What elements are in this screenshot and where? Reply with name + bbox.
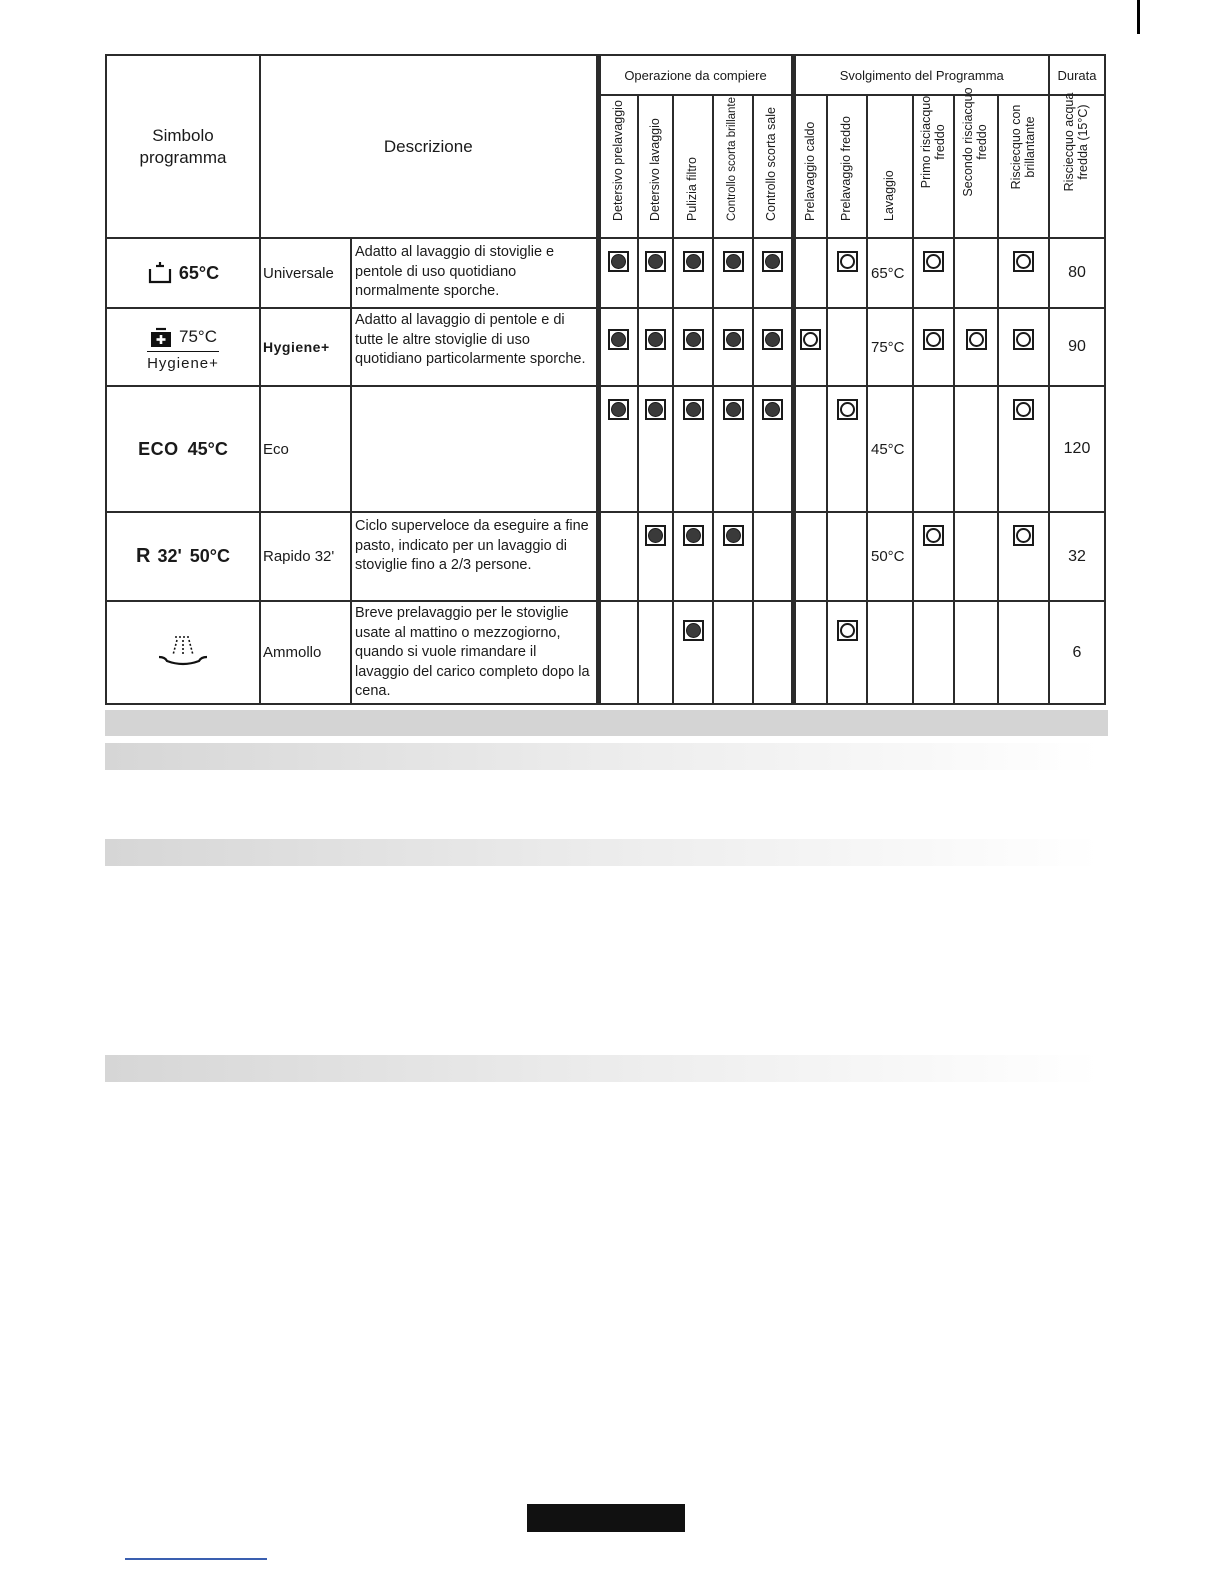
mark-cell [753, 601, 793, 704]
duration: 120 [1049, 386, 1105, 512]
filled-mark-icon [723, 251, 744, 272]
open-mark-icon [837, 620, 858, 641]
program-name: Universale [260, 238, 351, 308]
program-description: Adatto al lavaggio di pentole e di tutte le altre stoviglie di uso quotidiano particolarmente sporche. [351, 308, 598, 386]
mark-cell [913, 238, 954, 308]
header-simbolo: Simbolo programma [106, 55, 260, 238]
mark-cell [638, 601, 673, 704]
mark-cell [793, 601, 827, 704]
section-band [105, 710, 1108, 736]
open-mark-icon [837, 399, 858, 420]
mark-cell [793, 512, 827, 601]
mark-cell [954, 308, 998, 386]
col-prelavaggio-caldo: Prelavaggio caldo [793, 95, 827, 238]
mark-cell [913, 601, 954, 704]
pot-icon [147, 260, 173, 286]
mark-cell [713, 308, 753, 386]
filled-mark-icon [762, 399, 783, 420]
eco-label: ECO [138, 438, 179, 459]
mark-cell [954, 238, 998, 308]
mark-cell [998, 601, 1049, 704]
program-description: Breve prelavaggio per le stoviglie usate al mattino o mezzogiorno, quando si vuole rimandare il lavaggio del carico completo dopo la cena. [351, 601, 598, 704]
filled-mark-icon [762, 329, 783, 350]
col-controllo-brillante: Controllo scorta brillante [713, 95, 753, 238]
filled-mark-icon [683, 620, 704, 641]
col-durata: Risciecquo acqua fredda (15°C) [1049, 95, 1105, 238]
filled-mark-icon [683, 525, 704, 546]
mark-cell [753, 386, 793, 512]
hygiene-pot-icon [149, 326, 173, 348]
mark-cell [598, 308, 638, 386]
mark-cell [638, 386, 673, 512]
symbol-minutes: 32' [157, 546, 182, 566]
mark-cell [673, 308, 713, 386]
header-svolgimento: Svolgimento del Programma [793, 55, 1049, 95]
program-name: Rapido 32' [260, 512, 351, 601]
symbol-temp: 65°C [178, 262, 220, 283]
mark-cell [713, 238, 753, 308]
section-band [105, 1055, 1100, 1082]
symbol-sub: Hygiene+ [147, 355, 219, 372]
rapid-r-icon: R [135, 545, 151, 567]
mark-cell [793, 238, 827, 308]
symbol-temp: 75°C [179, 327, 217, 346]
duration: 80 [1049, 238, 1105, 308]
open-mark-icon [837, 251, 858, 272]
mark-cell [913, 308, 954, 386]
mark-cell [954, 601, 998, 704]
filled-mark-icon [608, 329, 629, 350]
open-mark-icon [923, 525, 944, 546]
mark-cell [998, 238, 1049, 308]
page-number-bar [527, 1504, 685, 1532]
mark-cell [753, 512, 793, 601]
table-row [106, 512, 1105, 601]
program-name: Hygiene+ [260, 308, 351, 386]
filled-mark-icon [683, 251, 704, 272]
mark-cell [673, 386, 713, 512]
table-row [106, 601, 1105, 704]
mark-cell [753, 238, 793, 308]
table-row [106, 386, 1105, 512]
mark-cell [913, 386, 954, 512]
section-band [105, 839, 1100, 866]
open-mark-icon [1013, 399, 1034, 420]
filled-mark-icon [762, 251, 783, 272]
section-band [105, 743, 1100, 770]
col-lavaggio: Lavaggio [867, 95, 913, 238]
lavaggio-temp: 75°C [867, 308, 913, 386]
filled-mark-icon [723, 329, 744, 350]
soak-icon [155, 633, 211, 667]
open-mark-icon [1013, 525, 1034, 546]
program-symbol [106, 512, 260, 601]
header-operazione: Operazione da compiere [598, 55, 793, 95]
mark-cell [998, 386, 1049, 512]
duration: 90 [1049, 308, 1105, 386]
mark-cell [638, 308, 673, 386]
open-mark-icon [966, 329, 987, 350]
filled-mark-icon [683, 329, 704, 350]
open-mark-icon [923, 329, 944, 350]
col-secondo-risciacquo: Secondo risciacquo freddo [954, 95, 998, 238]
filled-mark-icon [683, 399, 704, 420]
duration: 6 [1049, 601, 1105, 704]
program-name: Eco [260, 386, 351, 512]
mark-cell [638, 512, 673, 601]
col-prelavaggio-freddo: Prelavaggio freddo [827, 95, 867, 238]
symbol-temp: 50°C [189, 546, 230, 566]
symbol-temp: 45°C [187, 438, 228, 459]
col-detersivo-prelavaggio: Detersivo prelavaggio [598, 95, 638, 238]
filled-mark-icon [608, 251, 629, 272]
header-descrizione: Descrizione [260, 55, 598, 238]
open-mark-icon [1013, 251, 1034, 272]
lavaggio-temp: 50°C [867, 512, 913, 601]
col-controllo-sale: Controllo scorta sale [753, 95, 793, 238]
filled-mark-icon [645, 329, 666, 350]
mark-cell [998, 512, 1049, 601]
mark-cell [673, 601, 713, 704]
mark-cell [598, 512, 638, 601]
filled-mark-icon [608, 399, 629, 420]
mark-cell [673, 512, 713, 601]
footer-rule [125, 1558, 267, 1560]
filled-mark-icon [645, 399, 666, 420]
program-symbol [106, 601, 260, 704]
program-symbol [106, 386, 260, 512]
mark-cell [913, 512, 954, 601]
col-detersivo-lavaggio: Detersivo lavaggio [638, 95, 673, 238]
program-symbol [106, 308, 260, 386]
mark-cell [598, 238, 638, 308]
mark-cell [827, 308, 867, 386]
mark-cell [793, 308, 827, 386]
table-row [106, 308, 1105, 386]
lavaggio-temp: 45°C [867, 386, 913, 512]
header-durata: Durata [1049, 55, 1105, 95]
mark-cell [598, 386, 638, 512]
program-symbol [106, 238, 260, 308]
program-table [105, 54, 1106, 705]
filled-mark-icon [645, 525, 666, 546]
col-primo-risciacquo: Primo risciacquo freddo [913, 95, 954, 238]
mark-cell [673, 238, 713, 308]
lavaggio-temp: 65°C [867, 238, 913, 308]
program-description: Ciclo superveloce da eseguire a fine pasto, indicato per un lavaggio di stoviglie fino a 2/3 persone. [351, 512, 598, 601]
mark-cell [954, 386, 998, 512]
corner-crop-mark [1137, 0, 1140, 34]
mark-cell [998, 308, 1049, 386]
open-mark-icon [800, 329, 821, 350]
program-description: Adatto al lavaggio di stoviglie e pentole di uso quotidiano normalmente sporche. [351, 238, 598, 308]
mark-cell [753, 308, 793, 386]
col-pulizia-filtro: Pulizia filtro [673, 95, 713, 238]
mark-cell [713, 386, 753, 512]
mark-cell [598, 601, 638, 704]
mark-cell [793, 386, 827, 512]
mark-cell [713, 601, 753, 704]
filled-mark-icon [645, 251, 666, 272]
mark-cell [827, 238, 867, 308]
mark-cell [827, 601, 867, 704]
lavaggio-temp [867, 601, 913, 704]
table-row [106, 238, 1105, 308]
open-mark-icon [1013, 329, 1034, 350]
mark-cell [827, 512, 867, 601]
program-description [351, 386, 598, 512]
filled-mark-icon [723, 399, 744, 420]
mark-cell [954, 512, 998, 601]
duration: 32 [1049, 512, 1105, 601]
program-name: Ammollo [260, 601, 351, 704]
mark-cell [713, 512, 753, 601]
filled-mark-icon [723, 525, 744, 546]
mark-cell [827, 386, 867, 512]
open-mark-icon [923, 251, 944, 272]
mark-cell [638, 238, 673, 308]
col-risciacquo-brillantante: Risciecquo con brillantante [998, 95, 1049, 238]
